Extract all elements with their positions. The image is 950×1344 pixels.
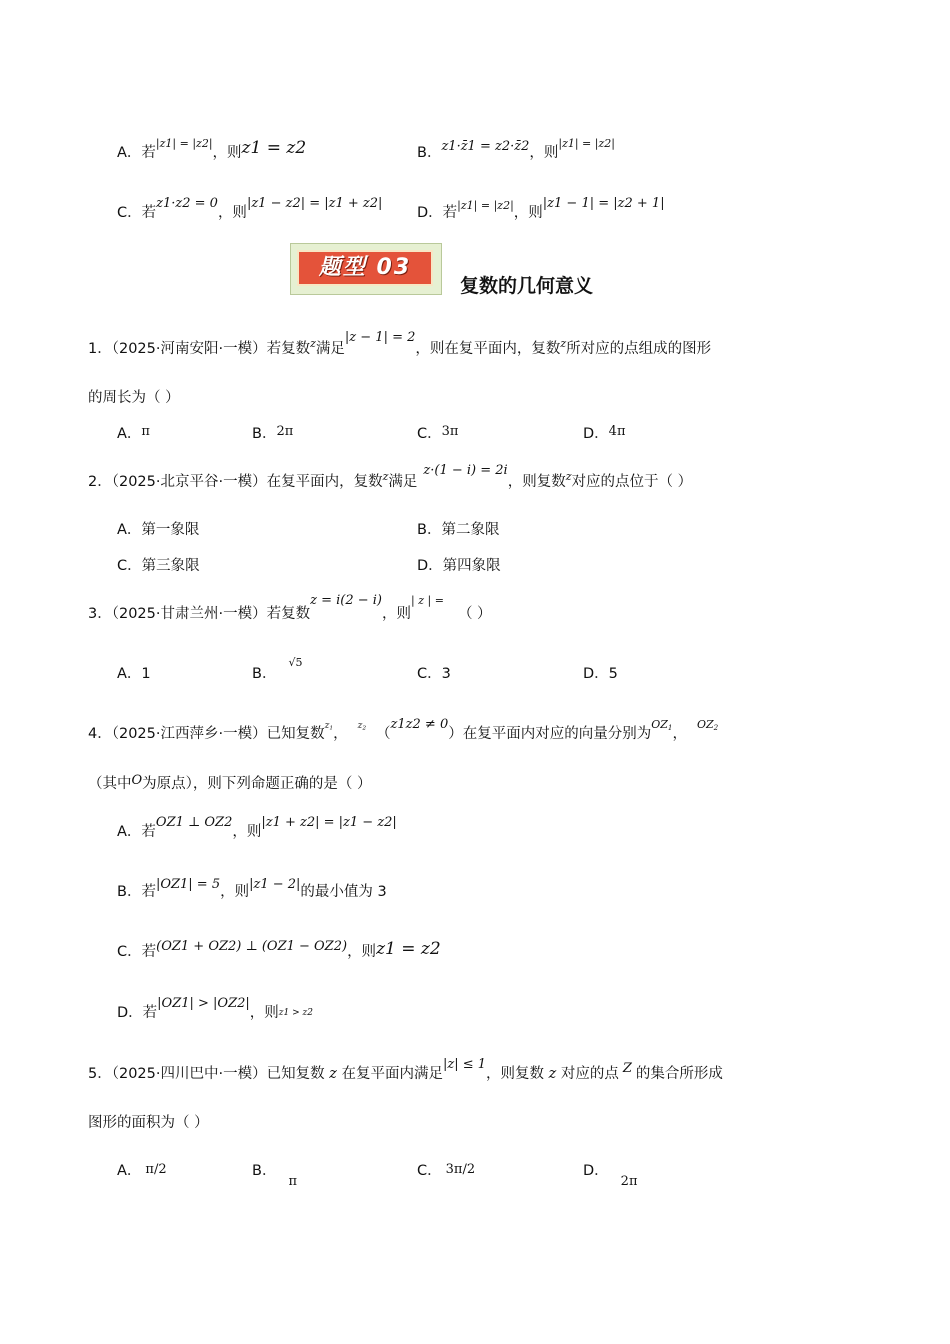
q4-option-d: D．若|OZ1| > |OZ2|，则z1 > z2 xyxy=(117,996,313,1021)
math-formula: z1 > z2 xyxy=(278,1008,313,1018)
q2-option-d: D．第四象限 xyxy=(417,558,501,574)
q3-option-b: B．$^{√5}$ xyxy=(252,656,303,682)
math-formula: z1 = z2 xyxy=(241,138,307,158)
math-formula: z1·z̄1 = z2·z̄2 xyxy=(441,139,530,154)
math-formula: | z | = xyxy=(411,594,444,607)
question-2: 2．（2025·北京平谷·一模）在复平面内，复数$^z$满足z·(1 − i) = 2i，则复数$^z$对应的点位于（ ） xyxy=(88,463,693,490)
question-4-cont: （其中O为原点），则下列命题正确的是（ ） xyxy=(88,773,372,792)
q5-option-c: C． 3π/2 xyxy=(417,1162,476,1179)
section-badge-label: 题型 03 xyxy=(297,250,433,286)
q2-option-c: C．第三象限 xyxy=(117,558,200,574)
q3-option-d: D．5 xyxy=(583,666,618,682)
prev-option-a: A．若$^{|z1| = |z2|}$，则z1 = z2 xyxy=(117,137,307,161)
q2-option-b: B．第二象限 xyxy=(417,522,500,538)
q5-option-d: D．2π xyxy=(583,1163,638,1189)
q4-option-a: A．若OZ1 ⊥ OZ2，则|z1 + z2| = |z1 − z2| xyxy=(117,815,397,840)
math-formula: |z1 − 2| xyxy=(249,877,301,892)
q3-option-c: C．3 xyxy=(417,666,451,682)
math-formula: |OZ1| = 5 xyxy=(155,877,221,892)
q1-option-a: A．π xyxy=(117,424,150,442)
prev-option-c: C．若z1·z2 = 0，则|z1 − z2| = |z1 + z2| xyxy=(117,196,383,221)
math-formula: z = i(2 − i) xyxy=(310,593,383,608)
math-formula: z·(1 − i) = 2i xyxy=(423,463,508,478)
math-formula: z1·z2 = 0 xyxy=(156,196,218,211)
math-formula: (OZ1 + OZ2) ⊥ (OZ1 − OZ2) xyxy=(156,939,348,954)
question-1: 1．（2025·河南安阳·一模）若复数$^z$满足|z − 1| = 2，则在复平面内，复数$^z$所对应的点组成的图形 xyxy=(88,330,712,357)
math-formula: |z1 − z2| = |z1 + z2| xyxy=(246,196,383,211)
question-3: 3．（2025·甘肃兰州·一模）若复数z = i(2 − i)，则$^{| z | =}$（ ） xyxy=(88,593,492,622)
math-formula: z1 = z2 xyxy=(376,939,441,959)
q1-option-c: C．3π xyxy=(417,424,459,442)
math-formula: |z1| = |z2| xyxy=(155,137,213,150)
section-badge xyxy=(290,243,442,295)
q5-option-a: A． π/2 xyxy=(117,1162,167,1179)
q5-option-b: B．π xyxy=(252,1163,297,1189)
q4-option-c: C．若(OZ1 + OZ2) ⊥ (OZ1 − OZ2)，则z1 = z2 xyxy=(117,939,441,960)
prev-option-d: D．若$^{|z1| = |z2|}$，则|z1 − 1| = |z2 + 1| xyxy=(417,196,665,221)
math-formula: |z1| = |z2| xyxy=(457,199,514,212)
q1-option-d: D．4π xyxy=(583,424,626,442)
question-1-cont: 的周长为（ ） xyxy=(88,390,180,406)
q4-option-b: B．若|OZ1| = 5，则|z1 − 2|的最小值为 3 xyxy=(117,877,387,900)
prev-option-b: B．z1·z̄1 = z2·z̄2，则$^{|z1| = |z2|}$ xyxy=(417,137,615,161)
math-formula: |z1| = |z2| xyxy=(558,137,615,150)
q3-option-a: A．1 xyxy=(117,666,151,682)
q2-option-a: A．第一象限 xyxy=(117,522,200,538)
math-formula: |z1 − 1| = |z2 + 1| xyxy=(542,196,665,211)
math-formula: |OZ1| > |OZ2| xyxy=(157,996,250,1011)
math-formula: |z − 1| = 2 xyxy=(344,330,416,345)
q1-option-b: B．2π xyxy=(252,424,294,442)
question-4: 4．（2025·江西萍乡·一模）已知复数$^{z_1}$， $^{z_2}$ （z1z2 ≠ 0）在复平面内对应的向量分别为$^{OZ_1}$，$^{OZ_2}$ xyxy=(88,717,719,742)
math-formula: z1z2 ≠ 0 xyxy=(390,717,449,732)
math-formula: |z1 + z2| = |z1 − z2| xyxy=(261,815,397,830)
question-5-cont: 图形的面积为（ ） xyxy=(88,1115,209,1131)
section-title: 复数的几何意义 xyxy=(460,275,594,297)
math-formula: |z| ≤ 1 xyxy=(442,1057,487,1072)
question-5: 5．（2025·四川巴中·一模）已知复数 z 在复平面内满足|z| ≤ 1，则复数 z 对应的点 Z 的集合所形成 xyxy=(88,1057,723,1082)
math-formula: OZ1 ⊥ OZ2 xyxy=(155,815,233,830)
